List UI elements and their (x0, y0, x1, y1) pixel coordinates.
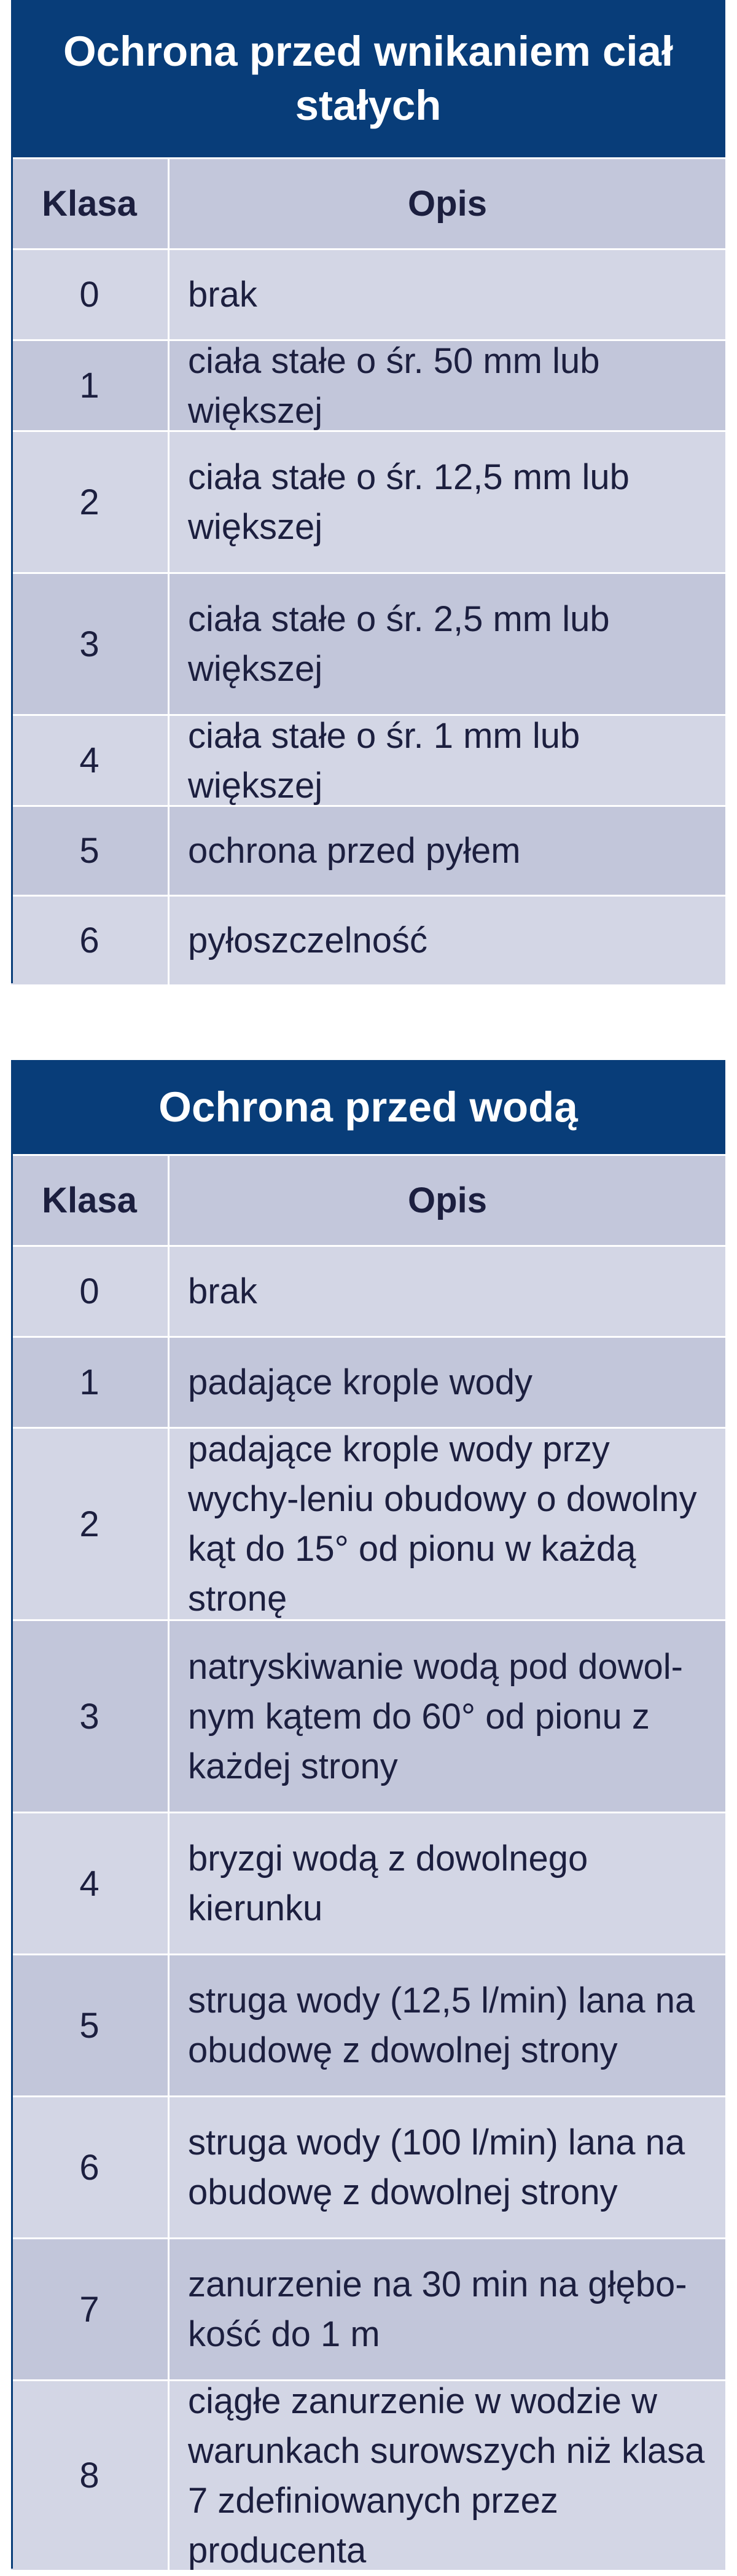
table-row (11, 2095, 725, 2237)
row-class: 0 (11, 250, 170, 339)
row-class: 3 (11, 574, 170, 714)
row-class: 4 (11, 716, 170, 805)
header-class: Klasa (11, 1156, 170, 1245)
row-desc: pyłoszczelność (188, 921, 428, 960)
table-row (11, 1245, 725, 1336)
row-class: 5 (11, 1955, 170, 2095)
table-row (11, 2379, 725, 2570)
row-desc: ciała stałe o śr. 50 mm lub większej (188, 340, 600, 431)
row-desc: ciała stałe o śr. 12,5 mm lub większej (188, 457, 630, 547)
header-desc: Opis (408, 184, 487, 224)
row-class: 7 (11, 2239, 170, 2379)
table-title: Ochrona przed wnikaniem ciał stałych (11, 0, 725, 157)
table-header-row (11, 1154, 725, 1245)
row-desc: ciała stałe o śr. 1 mm lub większej (188, 715, 580, 806)
row-class: 2 (11, 1429, 170, 1619)
row-desc: brak (188, 275, 257, 315)
table-row (11, 1812, 725, 1954)
table-row (11, 895, 725, 984)
table-row (11, 1427, 725, 1619)
table-row (11, 572, 725, 714)
row-class: 0 (11, 1247, 170, 1336)
header-desc: Opis (408, 1180, 487, 1220)
row-desc: struga wody (100 l/min) lana na obudowę z dowolnej strony (188, 2122, 685, 2212)
table-header-row (11, 157, 725, 248)
row-desc: padające krople wody przy wychy-leniu obudowy o dowolny kąt do 15° od pionu w każdą stronę (188, 1429, 697, 1619)
row-class: 3 (11, 1621, 170, 1812)
solids-protection-table (11, 0, 725, 984)
row-class: 4 (11, 1813, 170, 1954)
table-row (11, 1954, 725, 2095)
table-left-rule (11, 1154, 13, 2569)
row-desc: ciągłe zanurzenie w wodzie w warunkach surowszych niż klasa 7 zdefiniowanych przez producenta (188, 2381, 705, 2570)
row-class: 1 (11, 341, 170, 430)
row-class: 1 (11, 1338, 170, 1427)
row-desc: padające krople wody (188, 1362, 533, 1402)
table-row (11, 2237, 725, 2379)
row-desc: ciała stałe o śr. 2,5 mm lub większej (188, 599, 610, 689)
header-class: Klasa (11, 159, 170, 248)
row-class: 6 (11, 897, 170, 984)
row-class: 6 (11, 2097, 170, 2237)
table-row (11, 1336, 725, 1427)
row-desc: zanurzenie na 30 min na głębo-kość do 1 m (188, 2264, 687, 2354)
row-desc: brak (188, 1271, 257, 1311)
table-left-rule (11, 157, 13, 983)
row-class: 5 (11, 807, 170, 895)
water-protection-table (11, 1060, 725, 2570)
table-title: Ochrona przed wodą (11, 1060, 725, 1154)
table-row (11, 248, 725, 339)
row-class: 8 (11, 2381, 170, 2570)
row-desc: natryskiwanie wodą pod dowol-nym kątem do 60° od pionu z każdej strony (188, 1646, 683, 1786)
table-row (11, 339, 725, 430)
row-desc: struga wody (12,5 l/min) lana na obudowę z dowolnej strony (188, 1981, 695, 2070)
table-row (11, 1619, 725, 1812)
table-row (11, 430, 725, 572)
table-row (11, 714, 725, 805)
table-row (11, 805, 725, 895)
row-desc: bryzgi wodą z dowolnego kierunku (188, 1839, 588, 1928)
row-class: 2 (11, 432, 170, 572)
row-desc: ochrona przed pyłem (188, 831, 521, 871)
